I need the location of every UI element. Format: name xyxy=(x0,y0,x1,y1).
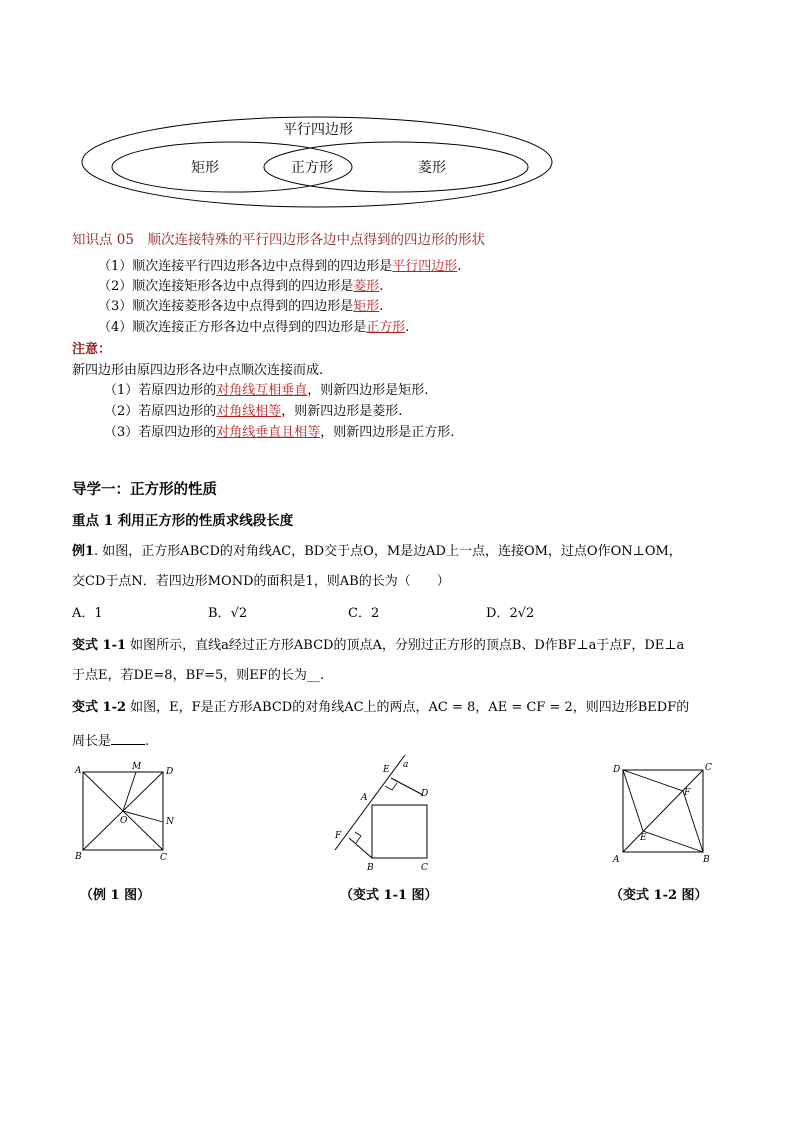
section-title: 导学一：正方形的性质 xyxy=(72,481,217,498)
ex1-option-a: A．1 xyxy=(72,606,103,621)
fig2-segment-de xyxy=(391,778,423,795)
v12-label: 变式 1-2 xyxy=(72,700,127,715)
kp05-item-4-text: （4）顺次连接正方形各边中点得到的四边形是 xyxy=(98,320,367,335)
fig2-right-angle-e xyxy=(385,783,397,790)
kp05-item-3-end: . xyxy=(379,299,384,314)
kp05-item-3 xyxy=(98,295,383,314)
note-item-3 xyxy=(104,421,454,440)
fig2-label-c: C xyxy=(421,863,428,873)
venn-center-label: 正方形 xyxy=(291,160,333,176)
fig2-square xyxy=(372,805,427,858)
note-item-3-answer: 对角线垂直且相等 xyxy=(216,425,321,440)
ex1-option-b-value: √2 xyxy=(230,606,248,621)
fig1-label-n: N xyxy=(166,817,174,827)
ex1-option-d xyxy=(486,602,534,621)
note-item-1-answer: 对角线互相垂直 xyxy=(216,383,308,398)
venn-outer-label: 平行四边形 xyxy=(283,122,353,138)
v11-label: 变式 1-1 xyxy=(72,638,127,653)
figure-v12 xyxy=(605,758,720,868)
kp05-item-3-answer: 矩形 xyxy=(353,299,380,314)
fig2-label-d: D xyxy=(421,789,429,799)
v11-line-2: 于点E，若DE=8，BF=5，则EF的长为__. xyxy=(72,668,324,683)
note-item-1-text: （1）若原四边形的 xyxy=(104,383,217,398)
fig2-label-f: F xyxy=(335,831,342,841)
kp05-item-1-text: （1）顺次连接平行四边形各边中点得到的四边形是 xyxy=(98,259,393,274)
v12-line-2-text: 周长是 xyxy=(72,734,112,749)
kp05-item-2 xyxy=(98,275,383,294)
fig1-label-a: A xyxy=(75,766,82,776)
fig3-label-d: D xyxy=(613,765,621,775)
note-item-1 xyxy=(104,379,428,398)
fig1-label-d: D xyxy=(166,767,174,777)
note-item-2-answer: 对角线相等 xyxy=(216,404,282,419)
fig3-caption: （变式 1-2 图） xyxy=(610,888,708,903)
fig2-label-a: A xyxy=(361,793,368,803)
fig3-label-f: F xyxy=(684,788,691,798)
kp05-item-1 xyxy=(98,255,461,274)
kp05-item-4-end: . xyxy=(405,320,410,335)
fig1-caption: （例 1 图） xyxy=(80,888,151,903)
ex1-label: 例1 xyxy=(72,544,95,559)
fig3-label-c: C xyxy=(705,763,712,773)
v11-line-1 xyxy=(72,634,684,653)
kp05-item-2-end: . xyxy=(379,279,384,294)
ex1-line-1 xyxy=(72,540,682,559)
fig2-segment-ad xyxy=(372,795,427,805)
ex1-option-b xyxy=(208,602,247,621)
kp05-title: 知识点 05 顺次连接特殊的平行四边形各边中点得到的四边形的形状 xyxy=(72,232,485,248)
fig3-diagonal-ac xyxy=(623,770,703,852)
fig1-label-b: B xyxy=(75,852,82,862)
v12-line-1-text: 如图，E，F是正方形ABCD的对角线AC上的两点，AC = 8，AE = CF = 2，则四边形BEDF的 xyxy=(126,700,690,715)
fig2-line-a xyxy=(335,755,405,850)
note-item-2-text: （2）若原四边形的 xyxy=(104,404,217,419)
fig2-label-a-line: a xyxy=(403,760,409,770)
fig2-segment-da xyxy=(372,795,423,805)
ex1-line-2: 交CD于点N．若四边形MOND的面积是1，则AB的长为（ ） xyxy=(72,574,450,589)
ex1-option-b-label: B． xyxy=(208,606,231,621)
note-item-3-end: ，则新四边形是正方形. xyxy=(320,425,455,440)
note-item-2 xyxy=(104,400,402,419)
venn-right-label: 菱形 xyxy=(418,160,446,176)
note-item-1-end: ，则新四边形是矩形. xyxy=(307,383,429,398)
v12-line-2 xyxy=(72,730,149,749)
kp05-item-4-answer: 正方形 xyxy=(366,320,406,335)
ex1-line-1-text: . 如图，正方形ABCD的对角线AC，BD交于点O，M是边AD上一点，连接OM，过点O作ON⊥OM， xyxy=(94,544,682,559)
fig3-label-e: E xyxy=(640,833,647,843)
focus-title: 重点 1 利用正方形的性质求线段长度 xyxy=(72,513,294,529)
fig3-label-b: B xyxy=(703,855,710,865)
fig3-label-a: A xyxy=(613,855,620,865)
fig2-segment-bf xyxy=(349,838,372,858)
kp05-item-2-answer: 菱形 xyxy=(353,279,380,294)
fig1-label-m: M xyxy=(132,762,142,772)
fig2-segment-ae-top xyxy=(372,795,423,805)
venn-diagram xyxy=(80,112,560,212)
note-title: 注意： xyxy=(72,342,112,357)
note-item-2-end: ，则新四边形是菱形. xyxy=(281,404,403,419)
v12-line-1 xyxy=(72,696,689,715)
venn-left-label: 矩形 xyxy=(191,160,219,176)
figure-v11 xyxy=(325,750,445,875)
kp05-item-1-answer: 平行四边形 xyxy=(392,259,458,274)
fig1-label-c: C xyxy=(160,853,167,863)
kp05-item-2-text: （2）顺次连接矩形各边中点得到的四边形是 xyxy=(98,279,354,294)
ex1-option-c: C．2 xyxy=(348,606,380,621)
kp05-item-4 xyxy=(98,316,409,335)
ex1-option-d-value: 2√2 xyxy=(509,606,535,621)
v12-answer-blank xyxy=(111,732,145,745)
note-item-3-text: （3）若原四边形的 xyxy=(104,425,217,440)
fig2-caption: （变式 1-1 图） xyxy=(340,888,438,903)
v11-line-1-text: 如图所示，直线a经过正方形ABCD的顶点A，分别过正方形的顶点B、D作BF⊥a于点F，DE⊥a xyxy=(126,638,685,653)
v12-line-2-end: . xyxy=(145,734,150,749)
ex1-option-d-label: D． xyxy=(486,606,510,621)
fig2-label-b: B xyxy=(367,863,374,873)
kp05-item-3-text: （3）顺次连接菱形各边中点得到的四边形是 xyxy=(98,299,354,314)
fig2-right-angle-f xyxy=(355,832,361,843)
note-intro: 新四边形由原四边形各边中点顺次连接而成. xyxy=(72,363,324,378)
figure-ex1 xyxy=(70,760,190,870)
fig1-label-o: O xyxy=(120,816,128,826)
fig2-label-e: E xyxy=(383,765,390,775)
kp05-item-1-end: . xyxy=(457,259,462,274)
